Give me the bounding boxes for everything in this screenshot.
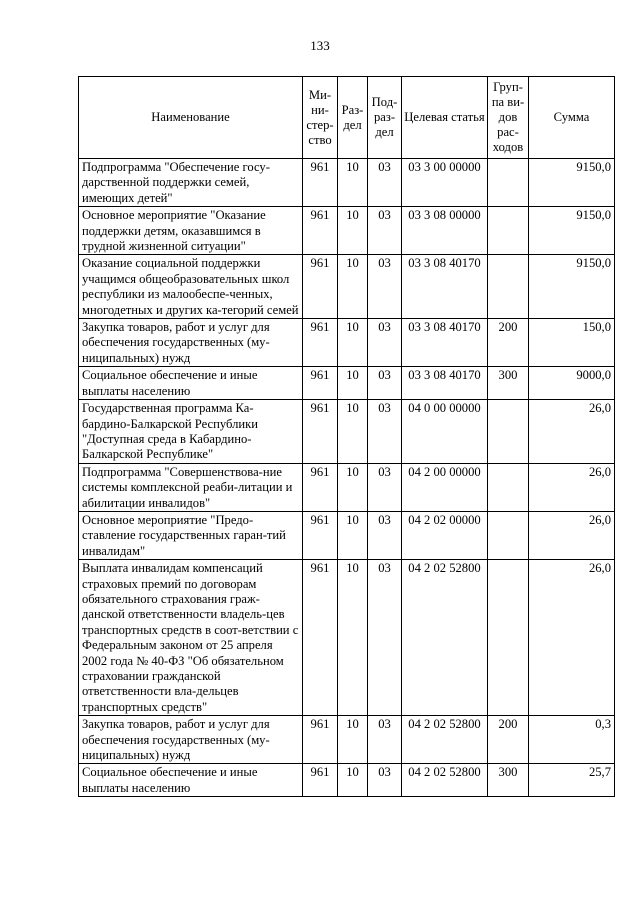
cell-group — [488, 159, 529, 207]
cell-section: 10 — [338, 159, 368, 207]
cell-target: 04 0 00 00000 — [402, 400, 488, 464]
cell-target: 04 2 02 52800 — [402, 716, 488, 764]
cell-ministry: 961 — [303, 560, 338, 716]
cell-sum: 9150,0 — [529, 255, 615, 319]
cell-subsection: 03 — [368, 764, 402, 797]
table-body — [79, 159, 615, 797]
cell-ministry: 961 — [303, 511, 338, 559]
table-row — [79, 400, 615, 464]
cell-group — [488, 463, 529, 511]
table-row — [79, 159, 615, 207]
cell-ministry: 961 — [303, 207, 338, 255]
cell-name: Государственная программа Ка-бардино-Балкарской Республики "Доступная среда в Кабардино-Балкарской Республике" — [79, 400, 303, 464]
header-section: Раз-дел — [338, 77, 368, 159]
cell-ministry: 961 — [303, 159, 338, 207]
cell-group — [488, 560, 529, 716]
cell-section: 10 — [338, 764, 368, 797]
cell-target: 03 3 08 40170 — [402, 319, 488, 367]
cell-group: 200 — [488, 716, 529, 764]
table-row — [79, 716, 615, 764]
cell-subsection: 03 — [368, 511, 402, 559]
cell-ministry: 961 — [303, 367, 338, 400]
cell-sum: 26,0 — [529, 400, 615, 464]
cell-subsection: 03 — [368, 400, 402, 464]
cell-target: 03 3 00 00000 — [402, 159, 488, 207]
header-subsection: Под-раз-дел — [368, 77, 402, 159]
cell-subsection: 03 — [368, 716, 402, 764]
cell-ministry: 961 — [303, 764, 338, 797]
cell-target: 03 3 08 00000 — [402, 207, 488, 255]
cell-subsection: 03 — [368, 255, 402, 319]
cell-group: 300 — [488, 367, 529, 400]
cell-ministry: 961 — [303, 319, 338, 367]
cell-sum: 26,0 — [529, 560, 615, 716]
cell-section: 10 — [338, 319, 368, 367]
cell-sum: 9150,0 — [529, 159, 615, 207]
cell-target: 04 2 00 00000 — [402, 463, 488, 511]
cell-section: 10 — [338, 207, 368, 255]
header-sum: Сумма — [529, 77, 615, 159]
cell-sum: 9150,0 — [529, 207, 615, 255]
cell-group — [488, 255, 529, 319]
cell-subsection: 03 — [368, 319, 402, 367]
cell-section: 10 — [338, 367, 368, 400]
cell-target: 04 2 02 52800 — [402, 560, 488, 716]
cell-ministry: 961 — [303, 716, 338, 764]
cell-target: 03 3 08 40170 — [402, 255, 488, 319]
table-row — [79, 463, 615, 511]
cell-section: 10 — [338, 560, 368, 716]
cell-ministry: 961 — [303, 255, 338, 319]
cell-sum: 26,0 — [529, 463, 615, 511]
cell-name: Основное мероприятие "Оказание поддержки детям, оказавшимся в трудной жизненной ситуации" — [79, 207, 303, 255]
cell-name: Основное мероприятие "Предо-ставление государственных гаран-тий инвалидам" — [79, 511, 303, 559]
cell-name: Социальное обеспечение и иные выплаты населению — [79, 367, 303, 400]
cell-section: 10 — [338, 511, 368, 559]
cell-target: 04 2 02 52800 — [402, 764, 488, 797]
cell-ministry: 961 — [303, 463, 338, 511]
page-number: 133 — [310, 38, 330, 53]
budget-table — [78, 76, 615, 797]
table-row — [79, 207, 615, 255]
cell-group — [488, 207, 529, 255]
header-name: Наименование — [79, 77, 303, 159]
cell-subsection: 03 — [368, 560, 402, 716]
cell-name: Выплата инвалидам компенсаций страховых премий по договорам обязательного страхования граж-данской ответственности владель-цев транспортных средств в соот-ветствии с Федеральным законом от 25 апреля 2002 года № 40-ФЗ "Об обязательном страховании гражданской ответственности вла-дельцев транспортных средств" — [79, 560, 303, 716]
table-row — [79, 560, 615, 716]
cell-target: 04 2 02 00000 — [402, 511, 488, 559]
cell-ministry: 961 — [303, 400, 338, 464]
cell-group: 200 — [488, 319, 529, 367]
table-row — [79, 367, 615, 400]
cell-name: Оказание социальной поддержки учащимся общеобразовательных школ республики из малообеспе-ченных, многодетных и других ка-тегорий семей — [79, 255, 303, 319]
cell-section: 10 — [338, 400, 368, 464]
header-target: Целевая статья — [402, 77, 488, 159]
cell-name: Подпрограмма "Совершенствова-ние системы комплексной реаби-литации и абилитации инвалидов" — [79, 463, 303, 511]
cell-sum: 25,7 — [529, 764, 615, 797]
cell-name: Социальное обеспечение и иные выплаты населению — [79, 764, 303, 797]
cell-name: Закупка товаров, работ и услуг для обеспечения государственных (му-ниципальных) нужд — [79, 716, 303, 764]
cell-target: 03 3 08 40170 — [402, 367, 488, 400]
cell-sum: 26,0 — [529, 511, 615, 559]
cell-name: Закупка товаров, работ и услуг для обеспечения государственных (му-ниципальных) нужд — [79, 319, 303, 367]
cell-name: Подпрограмма "Обеспечение госу-дарственной поддержки семей, имеющих детей" — [79, 159, 303, 207]
table-row — [79, 319, 615, 367]
table-row — [79, 511, 615, 559]
cell-sum: 9000,0 — [529, 367, 615, 400]
table-row — [79, 764, 615, 797]
cell-section: 10 — [338, 255, 368, 319]
header-group: Груп-па ви-дов рас-ходов — [488, 77, 529, 159]
cell-sum: 150,0 — [529, 319, 615, 367]
cell-group — [488, 511, 529, 559]
cell-group: 300 — [488, 764, 529, 797]
cell-subsection: 03 — [368, 463, 402, 511]
table-row — [79, 255, 615, 319]
cell-section: 10 — [338, 463, 368, 511]
cell-subsection: 03 — [368, 367, 402, 400]
header-ministry: Ми-ни-стер-ство — [303, 77, 338, 159]
cell-subsection: 03 — [368, 207, 402, 255]
cell-subsection: 03 — [368, 159, 402, 207]
table-header-row — [79, 77, 615, 159]
cell-section: 10 — [338, 716, 368, 764]
cell-sum: 0,3 — [529, 716, 615, 764]
cell-group — [488, 400, 529, 464]
